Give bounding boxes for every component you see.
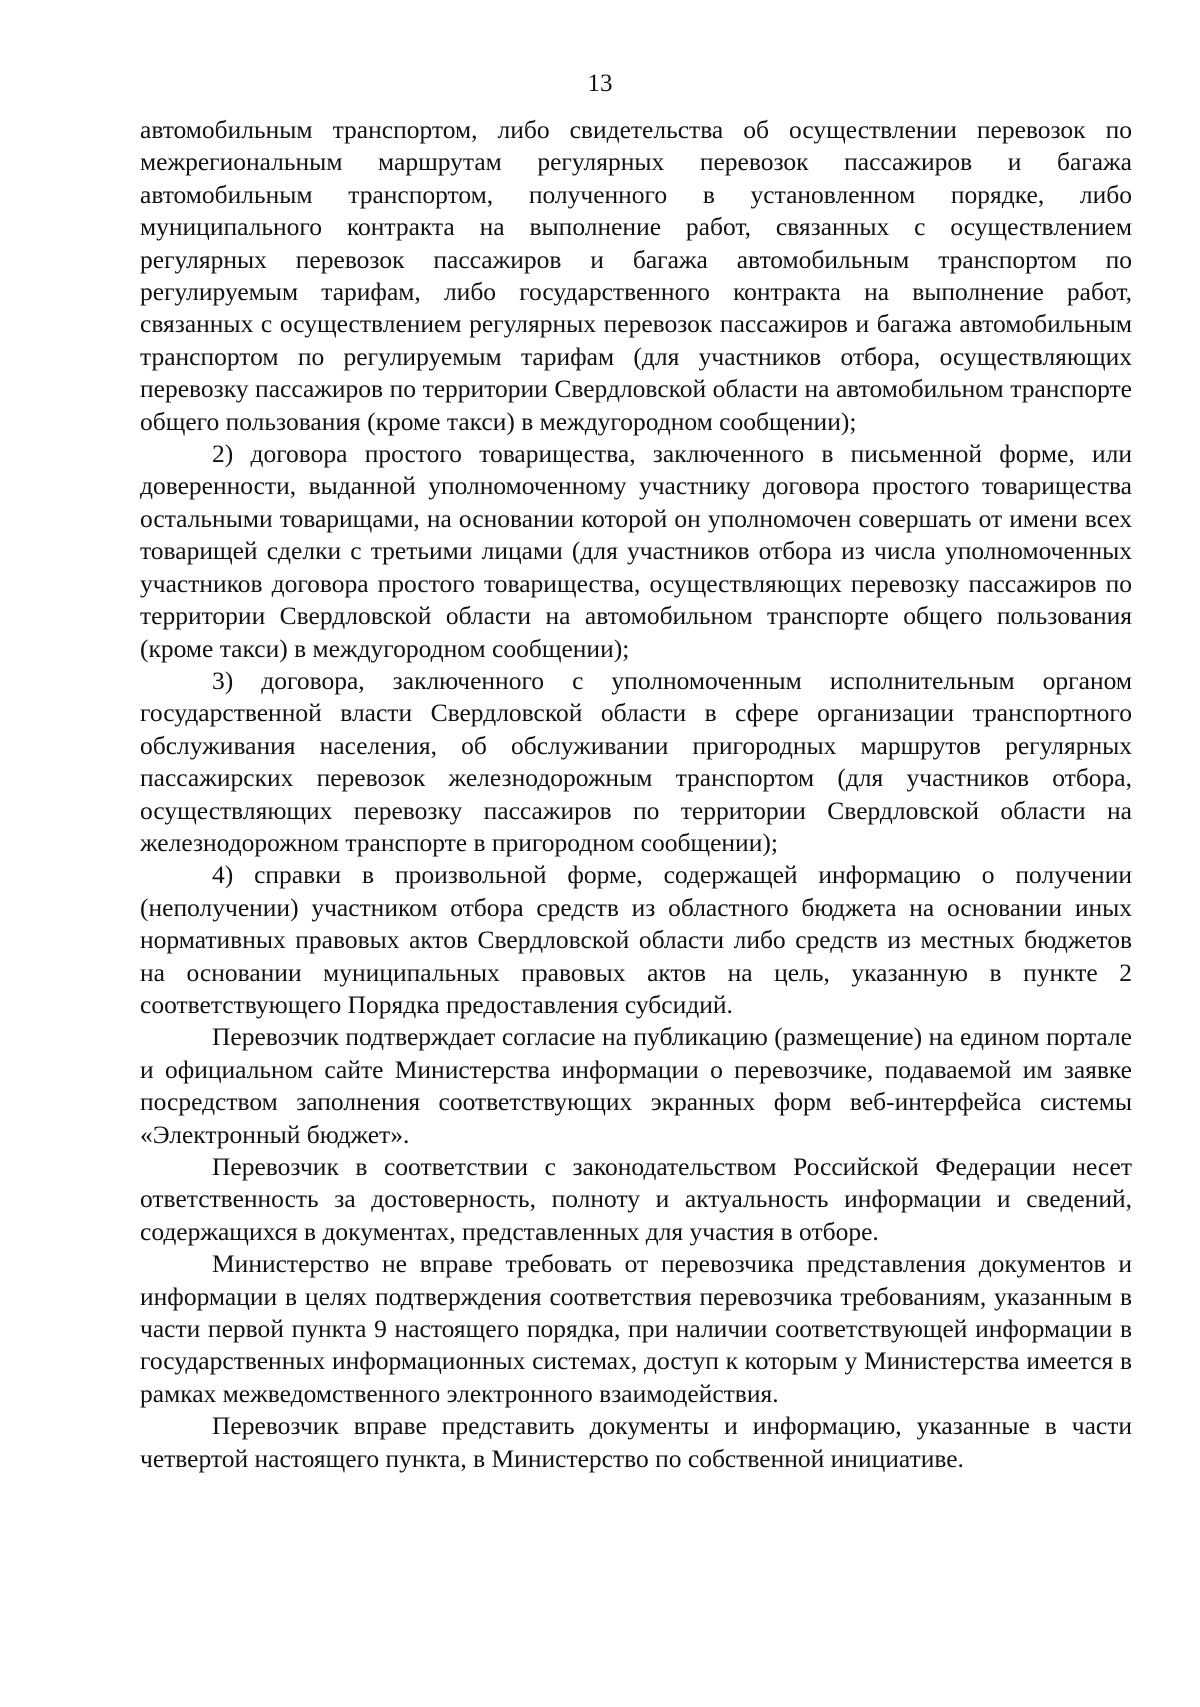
paragraph-publication-consent: Перевозчик подтверждает согласие на публикацию (размещение) на едином портале и официальном сайте Министерства информации о перевозчике, подаваемой им заявке посредством заполнения соответствующих экранных форм веб-интерфейса системы «Электронный бюджет». bbox=[140, 1022, 1132, 1149]
paragraph-item-2: 2) договора простого товарищества, заключенного в письменной форме, или доверенности, выданной уполномоченному участнику договора простого товарищества остальными товарищами, на основании которой он уполномочен совершать от имени всех товарищей сделки с третьими лицами (для участников отбора из числа уполномоченных участников договора простого товарищества, осуществляющих перевозку пассажиров по территории Свердловской области на автомобильном транспорте общего пользования (кроме такси) в междугородном сообщении); bbox=[140, 439, 1132, 663]
paragraph-item-4: 4) справки в произвольной форме, содержащей информацию о получении (неполучении) участником отбора средств из областного бюджета на основании иных нормативных правовых актов Свердловской области либо средств из местных бюджетов на основании муниципальных правовых актов на цель, указанную в пункте 2 соответствующего Порядка предоставления субсидий. bbox=[140, 860, 1132, 1019]
paragraph-ministry-restriction: Министерство не вправе требовать от перевозчика представления документов и информации в целях подтверждения соответствия перевозчика требованиям, указанным в части первой пункта 9 настоящего порядка, при наличии соответствующей информации в государственных информационных системах, доступ к которым у Министерства имеется в рамках межведомственного электронного взаимодействия. bbox=[140, 1249, 1132, 1408]
paragraph-own-initiative: Перевозчик вправе представить документы и информацию, указанные в части четвертой настоящего пункта, в Министерство по собственной инициативе. bbox=[140, 1411, 1132, 1473]
paragraph-responsibility: Перевозчик в соответствии с законодательством Российской Федерации несет ответственность за достоверность, полноту и актуальность информации и сведений, содержащихся в документах, представленных для участия в отборе. bbox=[140, 1152, 1132, 1246]
paragraph-continuation: автомобильным транспортом, либо свидетельства об осуществлении перевозок по межрегиональным маршрутам регулярных перевозок пассажиров и багажа автомобильным транспортом, полученного в установленном порядке, либо муниципального контракта на выполнение работ, связанных с осуществлением регулярных перевозок пассажиров и багажа автомобильным транспортом по регулируемым тарифам, либо государственного контракта на выполнение работ, связанных с осуществлением регулярных перевозок пассажиров и багажа автомобильным транспортом по регулируемым тарифам (для участников отбора, осуществляющих перевозку пассажиров по территории Свердловской области на автомобильном транспорте общего пользования (кроме такси) в междугородном сообщении); bbox=[140, 115, 1132, 436]
page-number: 13 bbox=[587, 70, 613, 97]
paragraph-item-3: 3) договора, заключенного с уполномоченным исполнительным органом государственной власти Свердловской области в сфере организации транспортного обслуживания населения, об обслуживании пригородных маршрутов регулярных пассажирских перевозок железнодорожным транспортом (для участников отбора, осуществляющих перевозку пассажиров по территории Свердловской области на железнодорожном транспорте в пригородном сообщении); bbox=[140, 665, 1132, 857]
document-body bbox=[140, 114, 1132, 1475]
